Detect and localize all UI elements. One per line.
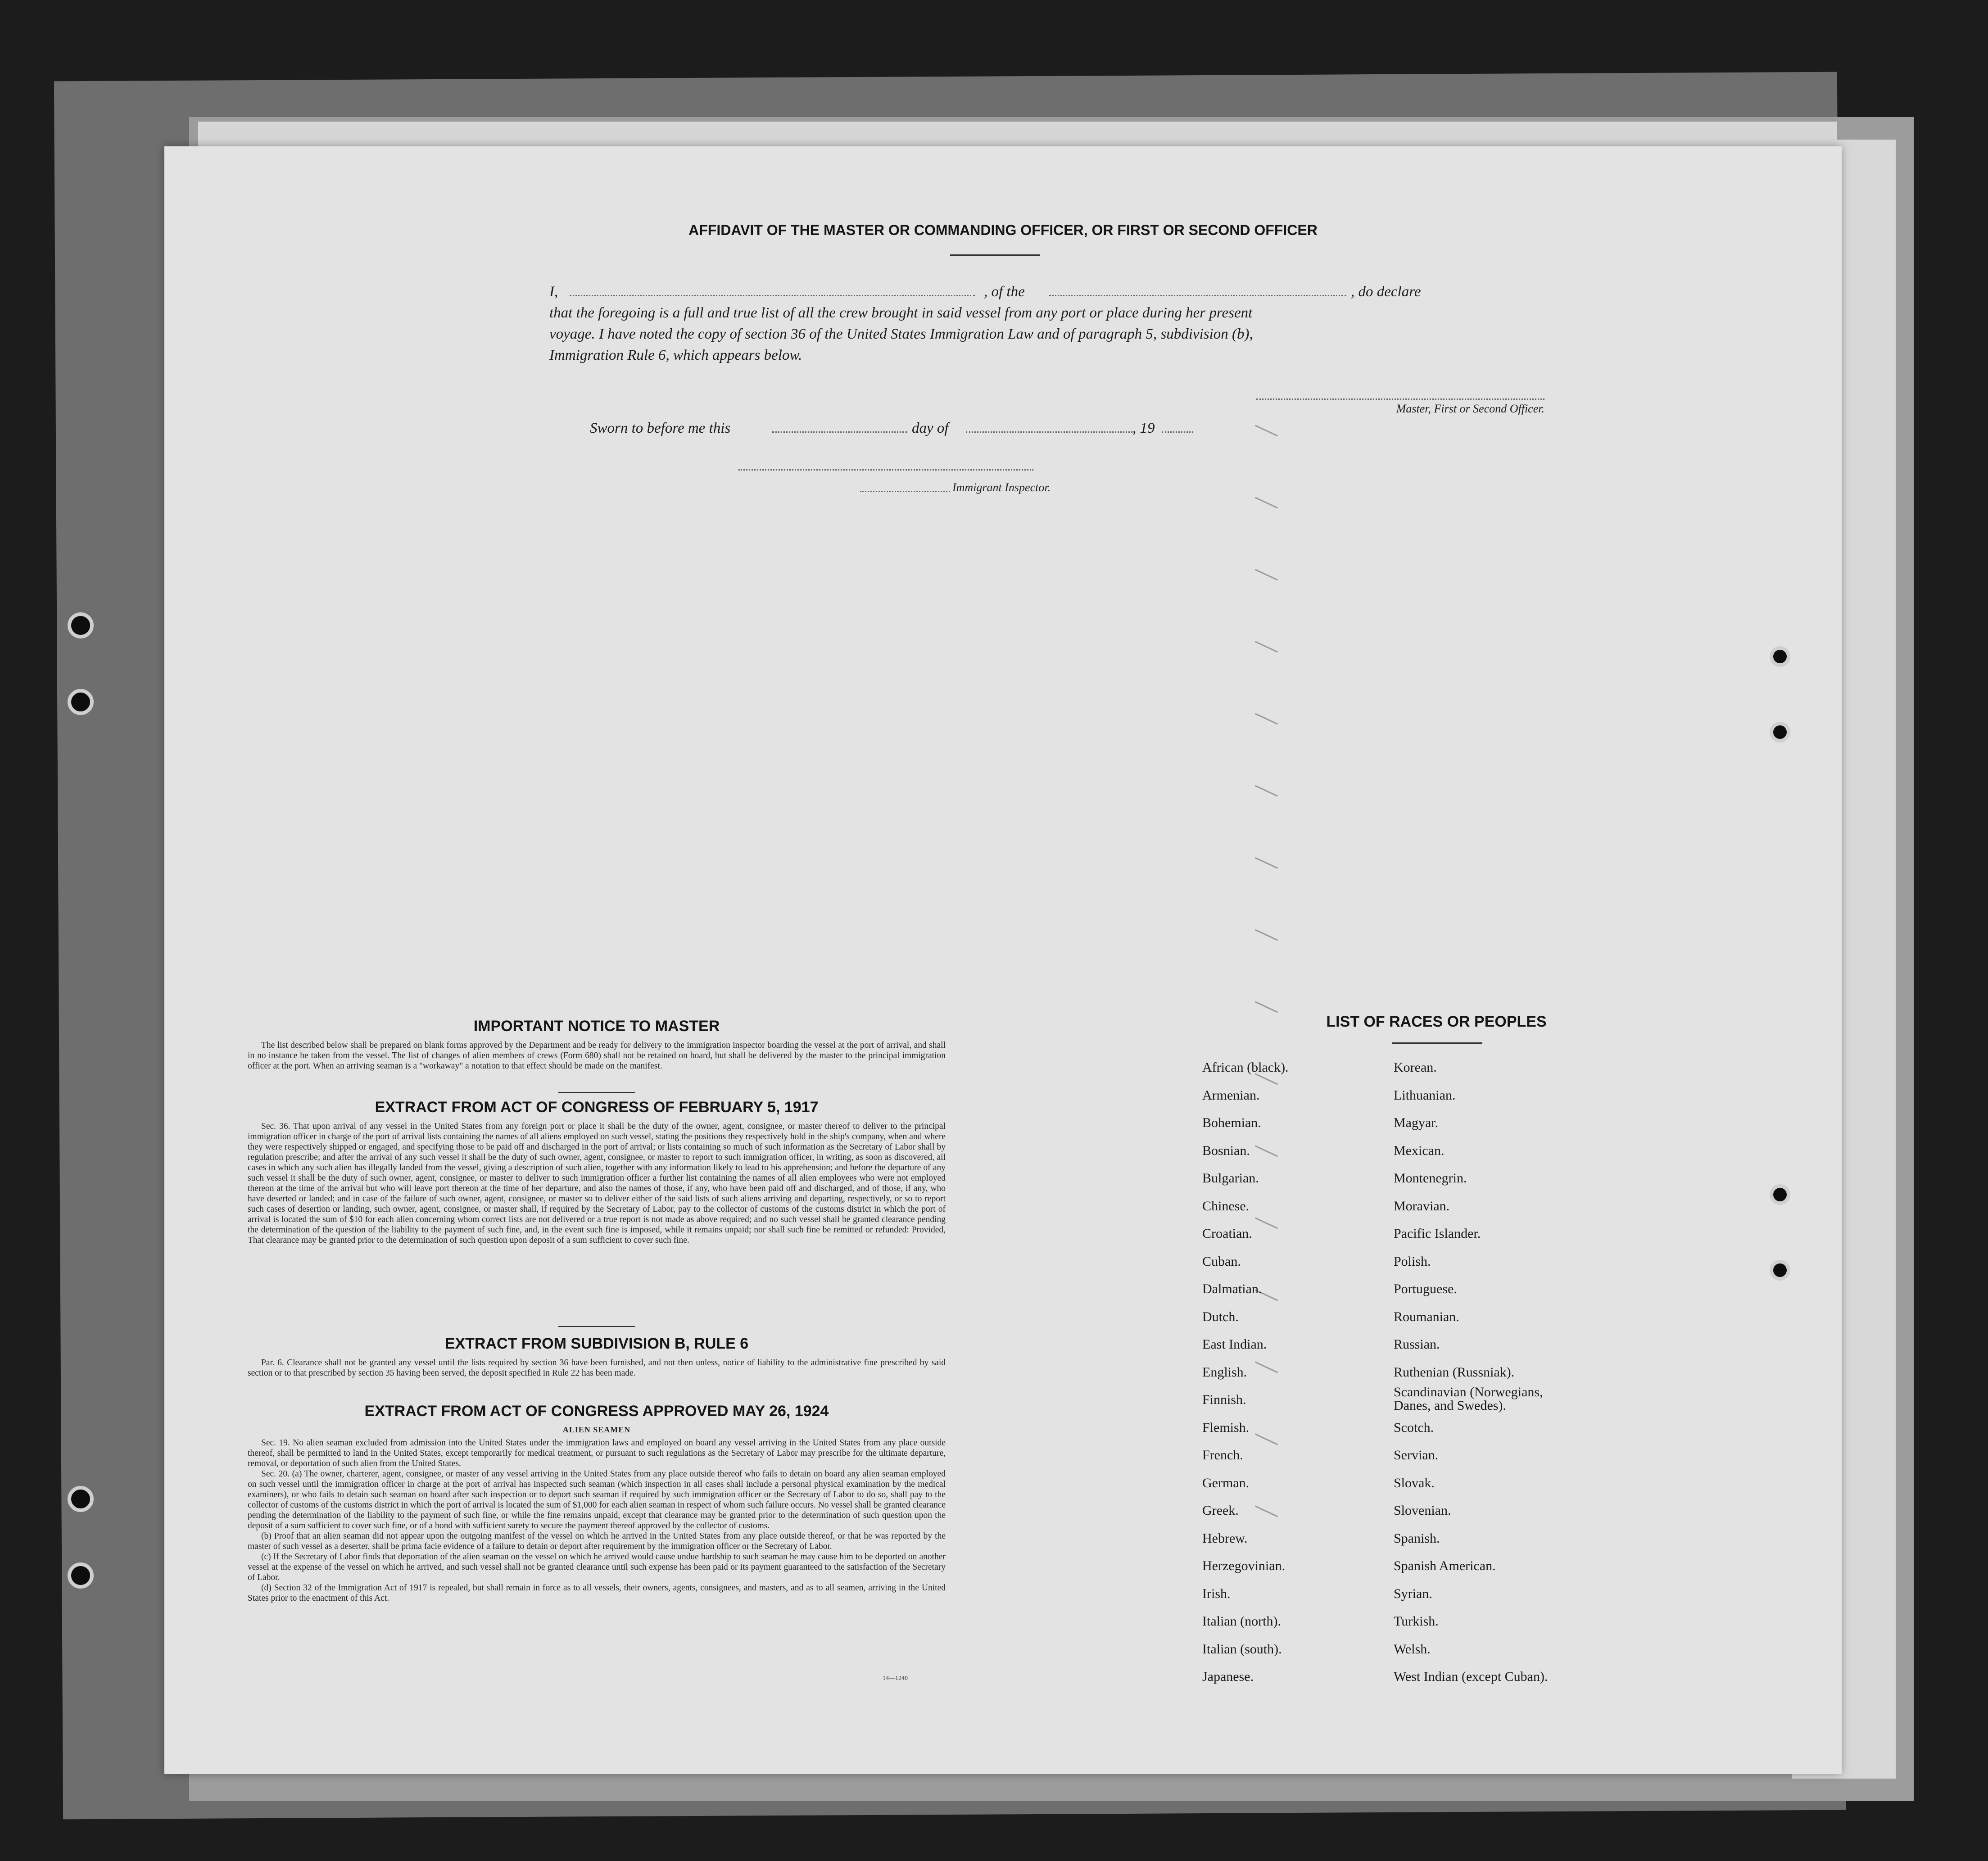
- punch-hole: [68, 1562, 94, 1589]
- race-item: Russian.: [1394, 1337, 1440, 1352]
- race-item: German.: [1202, 1475, 1250, 1490]
- sworn-day-line: [772, 431, 907, 433]
- race-item: Armenian.: [1202, 1087, 1260, 1103]
- race-item: Korean.: [1394, 1060, 1437, 1075]
- title-divider: [950, 254, 1040, 256]
- race-item: Scotch.: [1394, 1420, 1434, 1435]
- sec-19-paragraph: Sec. 19. No alien seaman excluded from admission into the United States under the immigration laws and employed on board any vessel arriving in the United States from any place outside thereof, shall be permitted to land in the United States, except temporarily for medical treatment, or pursuant to such regulations as the Secretary of Labor may prescribe for the ultimate departure, removal, or deportation of such alien from the United States.: [248, 1438, 946, 1468]
- race-item: Dalmatian.: [1202, 1281, 1262, 1296]
- form-number: 14—1240: [883, 1675, 908, 1682]
- race-item: Lithuanian.: [1394, 1087, 1456, 1103]
- vessel-line: [1049, 295, 1346, 296]
- affidavit-line4: Immigration Rule 6, which appears below.: [549, 347, 802, 363]
- punch-hole: [1770, 722, 1790, 743]
- race-item: Irish.: [1202, 1586, 1231, 1601]
- year-line: [1162, 431, 1193, 433]
- race-item: Roumanian.: [1394, 1309, 1459, 1324]
- punch-hole: [68, 1486, 94, 1512]
- race-item: Pacific Islander.: [1394, 1226, 1481, 1241]
- notice-body: [248, 1040, 946, 1071]
- sec-20b-paragraph: (b) Proof that an alien seaman did not appear upon the outgoing manifest of the vessel on which he arrived in the United States from any place outside thereof, or that he was reported by the master of such vessel as a deserter, shall be prima facie evidence of a failure to detain or deport after requirement by the immigration officer or the Secretary of Labor.: [248, 1531, 946, 1551]
- affidavit-of-the: , of the: [984, 284, 1025, 300]
- race-item: Italian (north).: [1202, 1614, 1281, 1629]
- race-item: Finnish.: [1202, 1392, 1246, 1407]
- race-item: Greek.: [1202, 1503, 1239, 1518]
- race-item: Mexican.: [1394, 1143, 1445, 1158]
- race-item: Ruthenian (Russniak).: [1394, 1364, 1515, 1380]
- race-item: Slovenian.: [1394, 1503, 1451, 1518]
- race-item: Herzegovinian.: [1202, 1558, 1286, 1573]
- inspector-dots: [860, 491, 950, 492]
- race-item: East Indian.: [1202, 1337, 1267, 1352]
- extract-1924-body: [248, 1438, 946, 1603]
- race-item: Scandinavian (Norwegians, Danes, and Swedes).: [1394, 1385, 1543, 1413]
- race-item: Japanese.: [1202, 1669, 1254, 1684]
- race-item: West Indian (except Cuban).: [1394, 1669, 1548, 1684]
- day-of-text: day of: [912, 420, 949, 436]
- race-item: Servian.: [1394, 1448, 1439, 1463]
- affidavit-line3: voyage. I have noted the copy of section 36 of the United States Immigration Law and of paragraph 5, subdivision (b),: [549, 326, 1253, 342]
- punch-hole: [1770, 646, 1790, 667]
- alien-seamen-subtitle: ALIEN SEAMEN: [562, 1425, 631, 1434]
- par-6-paragraph: Par. 6. Clearance shall not be granted any vessel until the lists required by section 36 have been furnished, and not then unless, notice of liability to the administrative fine prescribed by said section or to that prescribed by section 35 having been served, the deposit specified in Rule 22 has been made.: [248, 1358, 946, 1378]
- inspector-signature-line: [738, 469, 1033, 471]
- races-divider: [1392, 1042, 1482, 1044]
- race-item: Dutch.: [1202, 1309, 1239, 1324]
- notice-title: IMPORTANT NOTICE TO MASTER: [473, 1018, 720, 1035]
- divider: [558, 1092, 635, 1093]
- affidavit-declare: , do declare: [1351, 284, 1421, 300]
- punch-hole: [1770, 1184, 1790, 1205]
- punch-hole: [68, 689, 94, 715]
- affidavit-page: [164, 146, 1842, 1774]
- race-item: English.: [1202, 1364, 1247, 1380]
- affidavit-title: AFFIDAVIT OF THE MASTER OR COMMANDING OFFICER, OR FIRST OR SECOND OFFICER: [688, 222, 1318, 238]
- race-item: Magyar.: [1394, 1115, 1439, 1130]
- race-item: Polish.: [1394, 1254, 1431, 1269]
- notice-paragraph: The list described below shall be prepared on blank forms approved by the Department and be ready for delivery to the immigration inspector boarding the vessel at the port of arrival, and shall in no instance be taken from the vessel. The list of changes of alien members of crews (Form 680) shall not be retained on board, but shall be delivered by the master to the principal immigration officer at the port. When an arriving seaman is a "workaway" a notation to that effect should be made on the manifest.: [248, 1041, 946, 1071]
- divider: [558, 1326, 635, 1327]
- extract-rule6-title: EXTRACT FROM SUBDIVISION B, RULE 6: [444, 1335, 749, 1352]
- extract-1917-body: [248, 1121, 946, 1245]
- sec-20d-paragraph: (d) Section 32 of the Immigration Act of 1917 is repealed, but shall remain in force as to all vessels, their owners, agents, consignees, and masters, and as to all seamen, arriving in the United States prior to the enactment of this Act.: [248, 1583, 946, 1603]
- extract-rule6-body: [248, 1358, 946, 1378]
- race-item: Portuguese.: [1394, 1281, 1457, 1296]
- affidavit-i: I,: [549, 284, 558, 300]
- race-item: Bulgarian.: [1202, 1171, 1259, 1186]
- master-signature-line: [1256, 398, 1544, 400]
- race-item: Spanish American.: [1394, 1558, 1496, 1573]
- race-item: Croatian.: [1202, 1226, 1252, 1241]
- race-item: Syrian.: [1394, 1586, 1432, 1601]
- race-item: Montenegrin.: [1394, 1171, 1467, 1186]
- race-item: French.: [1202, 1448, 1243, 1463]
- race-item: Chinese.: [1202, 1198, 1250, 1213]
- race-item: Welsh.: [1394, 1641, 1431, 1657]
- races-title: LIST OF RACES OR PEOPLES: [1326, 1013, 1547, 1030]
- sec-20a-paragraph: Sec. 20. (a) The owner, charterer, agent, consignee, or master of any vessel arriving in the United States from any place outside thereof who fails to detain on board any alien seaman employed on such vessel until the immigration officer in charge at the port of arrival has inspected such seaman (which inspection in all cases shall include a personal physical examination by the medical examiners), or who fails to detain such seaman on board after such inspection or to deport such seaman if required by such immigration officer or the Secretary of Labor to do so, shall pay to the collector of customs of the customs district in which the port of arrival is located the sum of $1,000 for each alien seaman in respect of whom such failure occurs. No vessel shall be granted clearance pending the determination of the liability to the payment of such fine, or while the fine remains unpaid, except that clearance may be granted prior to the determination of such question upon the deposit of a sum sufficient to cover such fine, or of a bond with sufficient surety to secure the payment thereof approved by the collector of customs.: [248, 1469, 946, 1530]
- sworn-text: Sworn to before me this: [590, 420, 731, 436]
- sworn-month-line: [966, 431, 1132, 433]
- race-item: Bosnian.: [1202, 1143, 1250, 1158]
- race-item: Slovak.: [1394, 1475, 1435, 1490]
- master-signature-label: Master, First or Second Officer.: [1396, 402, 1544, 415]
- punch-hole: [1770, 1260, 1790, 1281]
- race-item: Spanish.: [1394, 1530, 1440, 1546]
- extract-1917-title: EXTRACT FROM ACT OF CONGRESS OF FEBRUARY 5, 1917: [375, 1099, 819, 1116]
- sec-20c-paragraph: (c) If the Secretary of Labor finds that deportation of the alien seaman on the vessel on which he arrived would cause undue hardship to such seaman he may cause him to be deported on another vessel at the expense of the vessel on which he arrived, and such vessel shall not be granted clearance until such expense has been paid or its payment guaranteed to the satisfaction of the Secretary of Labor.: [248, 1552, 946, 1582]
- affidavit-line2: that the foregoing is a full and true list of all the crew brought in said vessel from any port or place during her present: [549, 305, 1253, 321]
- race-item: African (black).: [1202, 1060, 1289, 1075]
- extract-1924-title: EXTRACT FROM ACT OF CONGRESS APPROVED MAY 26, 1924: [364, 1403, 829, 1420]
- year-text: , 19: [1132, 420, 1155, 436]
- inspector-label: Immigrant Inspector.: [952, 481, 1051, 494]
- race-item: Cuban.: [1202, 1254, 1241, 1269]
- punch-hole: [68, 612, 94, 638]
- section-36-paragraph: Sec. 36. That upon arrival of any vessel in the United States from any foreign port or place it shall be the duty of the owner, agent, consignee, or master thereof to deliver to the principal immigration officer in charge of the port of arrival lists containing the names of all aliens employed on such vessel, stating the positions they respectively hold in the ship's company, when and where they were respectively shipped or engaged, and specifying those to be paid off and discharged in the port of arrival; or lists containing so much of such information as the Secretary of Labor shall by regulation prescribe; and after the arrival of any such vessel it shall be the duty of such owner, agent, consignee, or master to report to such immigration officer, in writing, as soon as discovered, all cases in which any such alien has illegally landed from the vessel, giving a description of such alien, together with any information likely to lead to his apprehension; and before the departure of any such vessel it shall be the duty of such owner, agent, consignee, or master to deliver to such immigration officer a further list containing the names of all alien employees who were not employed thereon at the time of the arrival but who will leave port thereon at the time of her departure, and also the names of those, if any, who have been paid off and discharged, and of those, if any, who have deserted or landed; and in case of the failure of such owner, agent, consignee, or master so to deliver either of the said lists of such aliens arriving and departing, respectively, or so to report such cases of desertion or landing, such owner, agent, consignee, or master shall, if required by the Secretary of Labor, pay to the collector of customs of the customs district in which the port of arrival is located the sum of $10 for each alien concerning whom correct lists are not delivered or a true report is not made as above required; and no such vessel shall be granted clearance pending the determination of the question of the liability to the payment of such fine, and, in the event such fine is imposed, while it remains unpaid; nor shall such fine be remitted or refunded: Provided, That clearance may be granted prior to the determination of such question upon deposit of a sum sufficient to cover such fine.: [248, 1122, 946, 1245]
- race-item: Bohemian.: [1202, 1115, 1261, 1130]
- race-item: Italian (south).: [1202, 1641, 1282, 1657]
- race-item: Moravian.: [1394, 1198, 1450, 1213]
- race-item: Flemish.: [1202, 1420, 1250, 1435]
- name-line: [570, 295, 975, 296]
- race-item: Hebrew.: [1202, 1530, 1248, 1546]
- race-item: Turkish.: [1394, 1614, 1439, 1629]
